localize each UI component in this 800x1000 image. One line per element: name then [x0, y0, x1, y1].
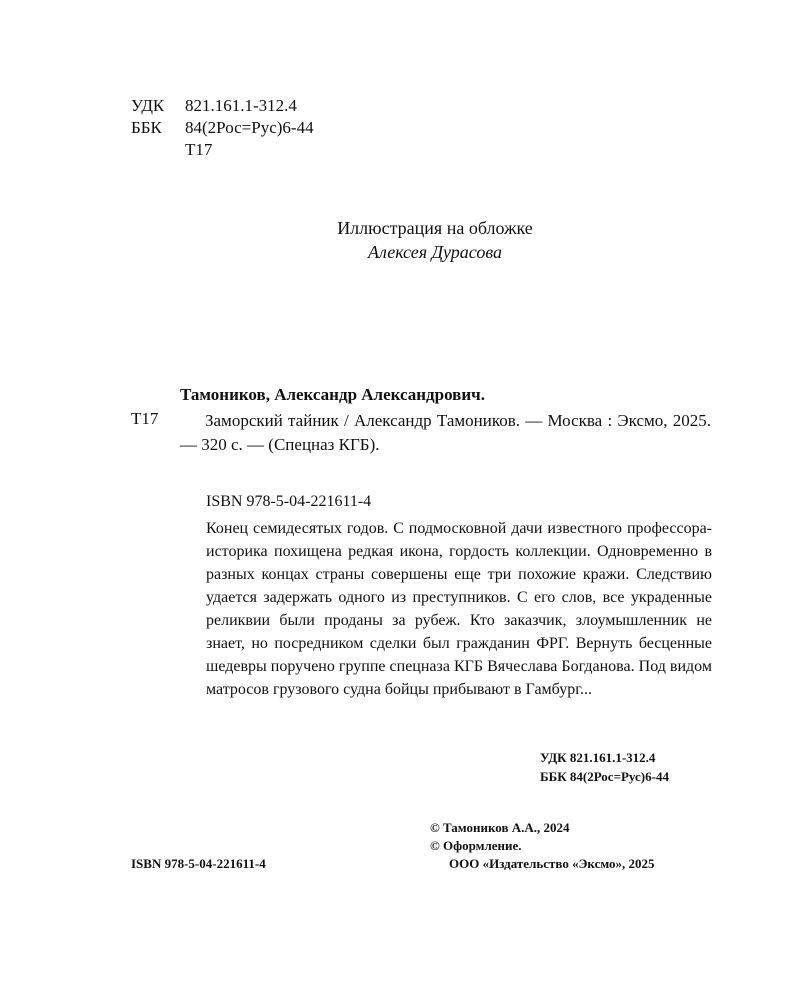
udk-line — [131, 96, 297, 116]
footer-bbk: ББК 84(2Рос=Рус)6-44 — [540, 769, 669, 784]
author-mark: Т17 — [131, 409, 159, 428]
author-mark-top: Т17 — [185, 140, 213, 159]
footer-isbn: ISBN 978-5-04-221611-4 — [131, 856, 266, 871]
udk-label: УДК — [131, 96, 165, 115]
bbk-label: ББК — [131, 118, 162, 137]
illustration-artist: Алексея Дурасова — [367, 242, 503, 262]
footer-udk: УДК 821.161.1-312.4 — [540, 750, 656, 765]
bbk-line — [131, 118, 314, 138]
copyright-publisher: ООО «Издательство «Эксмо», 2025 — [449, 856, 655, 871]
copyright-author: © Тамоников А.А., 2024 — [430, 820, 570, 835]
bbk-value: 84(2Рос=Рус)6-44 — [185, 118, 314, 137]
annotation-text: Конец семидесятых годов. С подмосковной дачи известного профессора-историка похищена редкая икона, гордость коллекции. Одновременно в разных концах страны совершены еще три похожие кражи. Следствию удается задержать одного из преступников. С его слов, все украденные реликвии были проданы за рубеж. Кто заказчик, злоумышленник не знает, но посредником сделки был гражданин ФРГ. Вернуть бесценные шедевры поручено группе спецназа КГБ Вячеслава Богданова. Под видом матросов грузового судна бойцы прибывают в Гамбург... — [206, 520, 712, 698]
illustration-caption: Иллюстрация на обложке — [337, 218, 533, 238]
isbn-bibliographic: ISBN 978-5-04-221611-4 — [206, 493, 372, 510]
udk-value: 821.161.1-312.4 — [185, 96, 297, 115]
copyright-design: © Оформление. — [430, 838, 522, 853]
bibliographic-description: Заморский тайник / Александр Тамоников. — Москва : Эксмо, 2025. — 320 с. — (Спецназ КГБ). — [180, 411, 711, 454]
author-heading: Тамоников, Александр Александрович. — [180, 385, 485, 404]
